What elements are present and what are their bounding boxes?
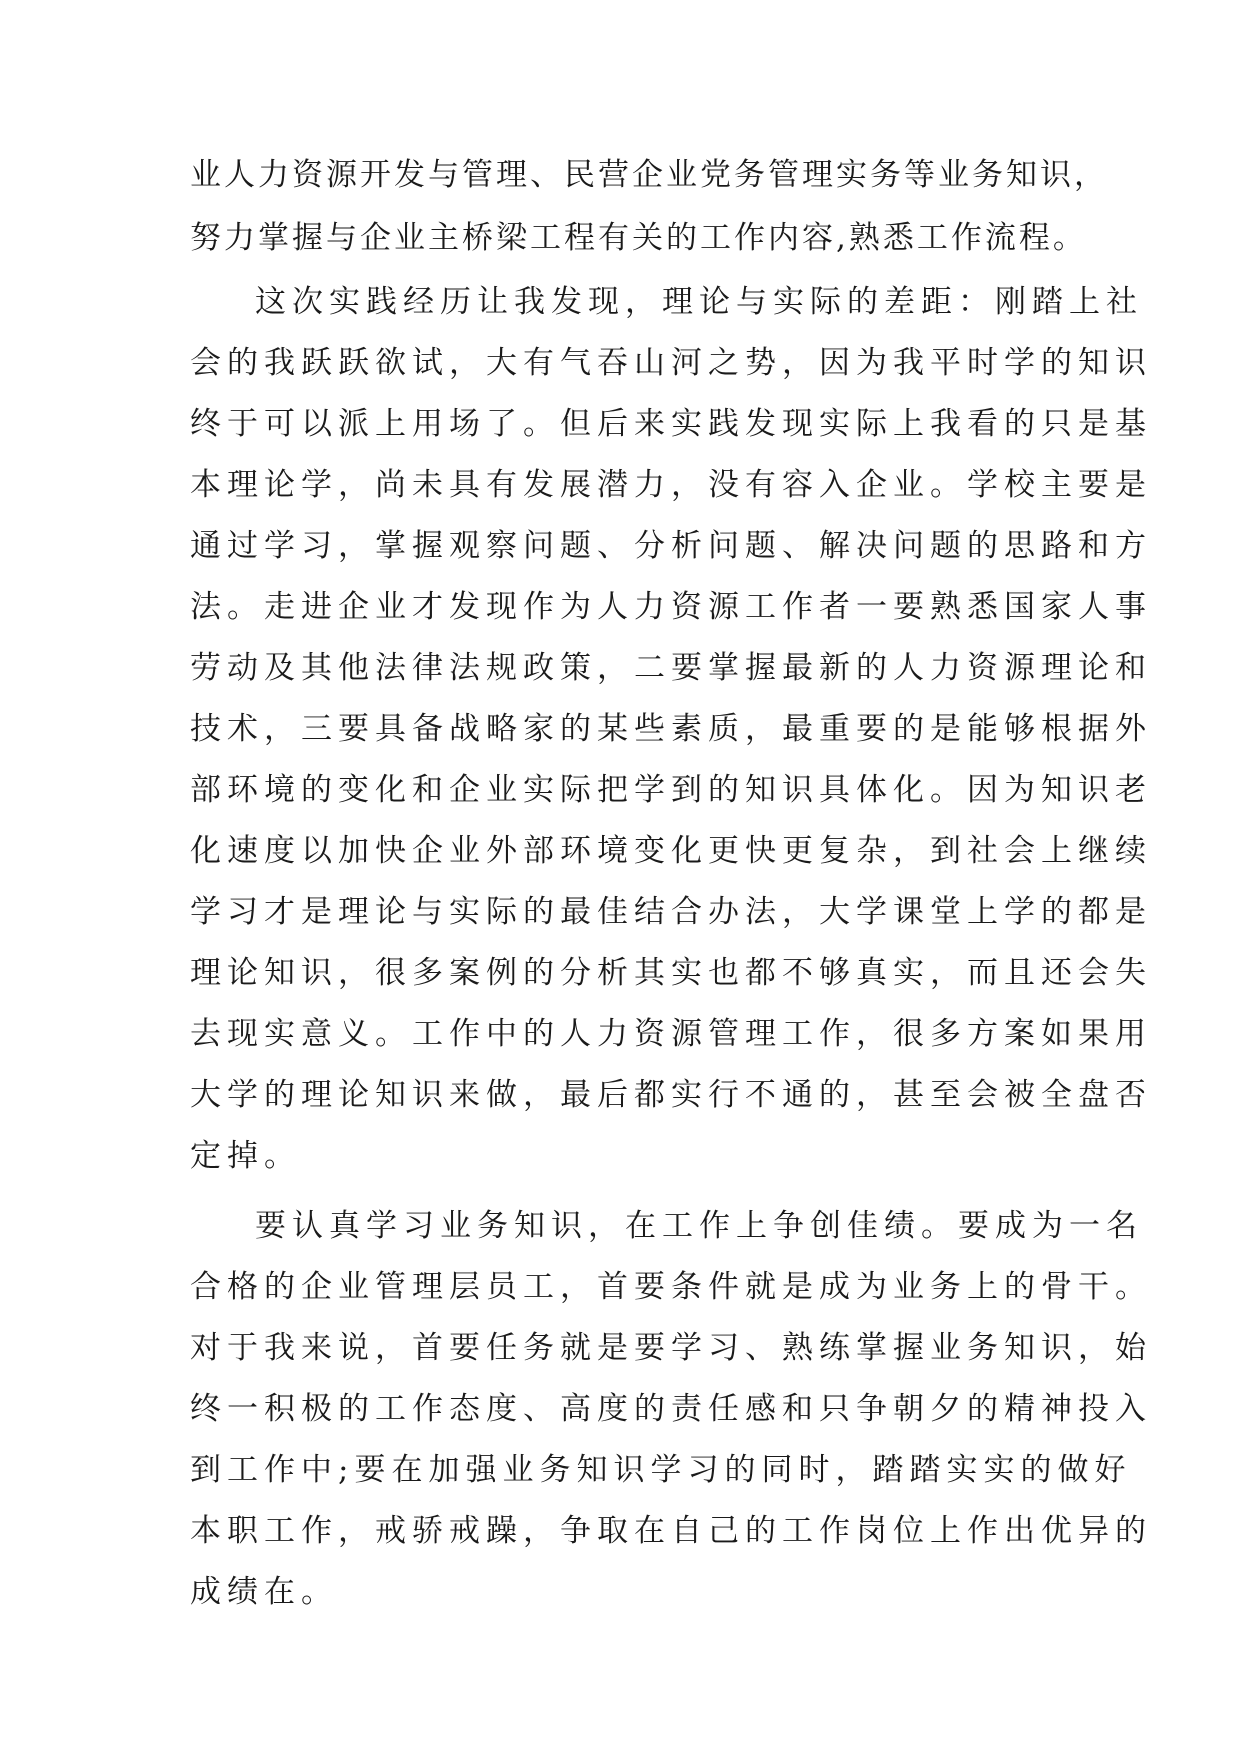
text-line: 大学的理论知识来做，最后都实行不通的，甚至会被全盘否 [190, 1077, 1152, 1113]
text-line: 学习才是理论与实际的最佳结合办法，大学课堂上学的都是 [190, 894, 1152, 930]
text-line: 努力掌握与企业主桥梁工程有关的工作内容,熟悉工作流程。 [190, 220, 1087, 256]
text-line: 到工作中;要在加强业务知识学习的同时，踏踏实实的做好 [190, 1452, 1132, 1488]
text-line: 法。走进企业才发现作为人力资源工作者一要熟悉国家人事 [190, 589, 1152, 625]
text-line: 这次实践经历让我发现，理论与实际的差距：刚踏上社 [255, 284, 1143, 320]
text-line: 劳动及其他法律法规政策，二要掌握最新的人力资源理论和 [190, 650, 1152, 686]
text-line: 本职工作，戒骄戒躁，争取在自己的工作岗位上作出优异的 [190, 1513, 1152, 1549]
text-line: 成绩在。 [190, 1574, 338, 1610]
text-line: 去现实意义。工作中的人力资源管理工作，很多方案如果用 [190, 1016, 1152, 1052]
text-line: 业人力资源开发与管理、民营企业党务管理实务等业务知识， [190, 157, 1108, 193]
text-line: 合格的企业管理层员工，首要条件就是成为业务上的骨干。 [190, 1269, 1152, 1305]
text-line: 部环境的变化和企业实际把学到的知识具体化。因为知识老 [190, 772, 1152, 808]
text-line: 化速度以加快企业外部环境变化更快更复杂，到社会上继续 [190, 833, 1152, 869]
text-line: 定掉。 [190, 1138, 301, 1174]
text-line: 会的我跃跃欲试，大有气吞山河之势，因为我平时学的知识 [190, 345, 1152, 381]
text-line: 对于我来说，首要任务就是要学习、熟练掌握业务知识，始 [190, 1330, 1152, 1366]
text-line: 终一积极的工作态度、高度的责任感和只争朝夕的精神投入 [190, 1391, 1152, 1427]
text-line: 要认真学习业务知识，在工作上争创佳绩。要成为一名 [255, 1208, 1143, 1244]
text-line: 终于可以派上用场了。但后来实践发现实际上我看的只是基 [190, 406, 1152, 442]
text-line: 技术，三要具备战略家的某些素质，最重要的是能够根据外 [190, 711, 1152, 747]
text-line: 本理论学，尚未具有发展潜力，没有容入企业。学校主要是 [190, 467, 1152, 503]
text-line: 理论知识，很多案例的分析其实也都不够真实，而且还会失 [190, 955, 1152, 991]
text-line: 通过学习，掌握观察问题、分析问题、解决问题的思路和方 [190, 528, 1152, 564]
